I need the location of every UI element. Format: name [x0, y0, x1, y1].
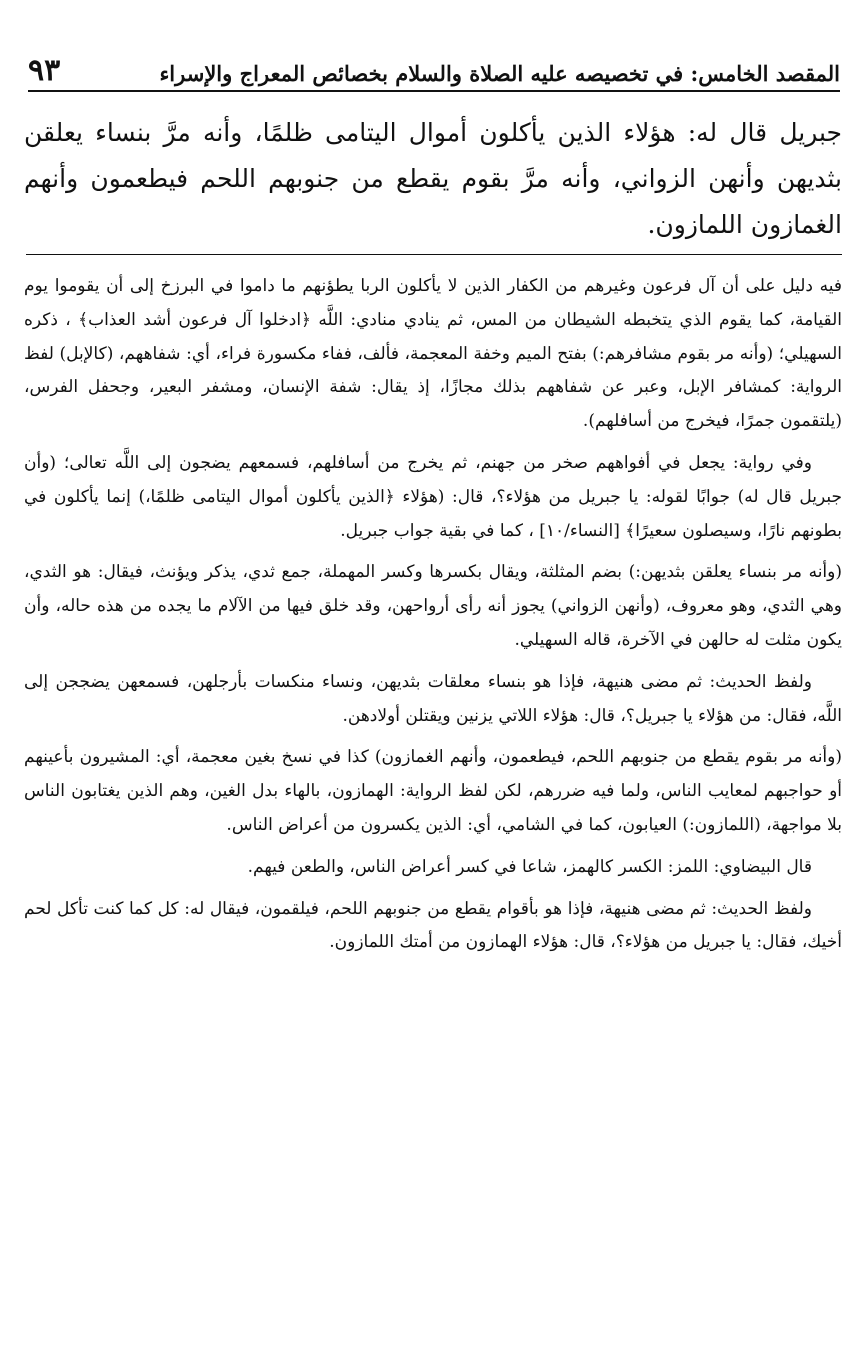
- commentary-paragraph: ولفظ الحديث: ثم مضى هنيهة، فإذا هو بأقوام يقطع من جنوبهم اللحم، فيلقمون، فيقال له: كل كما كنت تأكل لحم أخيك، فقال: يا جبريل من هؤلاء؟، قال: هؤلاء الهمازون من أمتك اللمازون.: [24, 898, 842, 953]
- commentary-paragraph: ولفظ الحديث: ثم مضى هنيهة، فإذا هو بنساء معلقات بثديهن، ونساء منكسات بأرجلهن، فسمعهن يضججن إلى اللَّه، فقال: من هؤلاء يا جبريل؟، قال: هؤلاء اللاتي يزنين ويقتلن أولادهن.: [24, 671, 842, 726]
- text-separator-line: [26, 254, 842, 255]
- page-number: ٩٣: [28, 53, 61, 88]
- main-text: جبريل قال له: هؤلاء الذين يأكلون أموال اليتامى ظلمًا، وأنه مرَّ بنساء يعلقن بثديهن وأنهن الزواني، وأنه مرَّ بقوم يقطع من جنوبهم اللحم فيطعمون وأنهم الغمازون اللمازون.: [24, 118, 842, 239]
- running-header: [28, 44, 840, 92]
- commentary-paragraph: قال البيضاوي: اللمز: الكسر كالهمز، شاعا في كسر أعراض الناس، والطعن فيهم.: [247, 856, 812, 877]
- commentary-paragraph: (وأنه مر بنساء يعلقن بثديهن:) بضم المثلثة، ويقال بكسرها وكسر المهملة، جمع ثدي، يذكر ويؤنث، فيقال: هو الثدي، وهي الثدي، وهو معروف، (وأنهن الزواني) يجوز أنه رأى أرواحهن، وقد خلق فيها من الآلام ما يجده من هذه حاله، وأن يكون مثلت له حالهن في الآخرة، قاله السهيلي.: [24, 562, 842, 650]
- commentary-paragraph: (وأنه مر بقوم يقطع من جنوبهم اللحم، فيطعمون، وأنهم الغمازون) كذا في نسخ بغين معجمة، أي: المشيرون بأعينهم أو حواجبهم لمعايب الناس، ولما فيه ضررهم، لكن لفظ الرواية: الهمازون، بالهاء بدل الغين، وهم الذين يغتابون الناس بلا مواجهة، (اللمازون:) العيابون، كما في الشامي، أي: الذين يكسرون من أعراض الناس.: [24, 747, 842, 835]
- header-title: المقصد الخامس: في تخصيصه عليه الصلاة والسلام بخصائص المعراج والإسراء: [159, 61, 840, 86]
- commentary-paragraph: وفي رواية: يجعل في أفواههم صخر من جهنم، ثم يخرج من أسافلهم، فسمعهم يضجون إلى اللَّه تعالى؛ (وأن جبريل قال له) جوابًا لقوله: يا جبريل من هؤلاء؟، قال: (هؤلاء ﴿الذين يأكلون أموال اليتامى ظلمًا،) إنما يأكلون في بطونهم نارًا، وسيصلون سعيرًا﴾ [النساء/١٠] ، كما في بقية جواب جبريل.: [24, 452, 842, 541]
- commentary-paragraph: فيه دليل على أن آل فرعون وغيرهم من الكفار الذين لا يأكلون الربا يطؤنهم ما داموا في البرزخ إلى أن يقوموا يوم القيامة، كما يقوم الذي يتخبطه الشيطان من المس، ثم ينادي منادي: اللَّه ﴿ادخلوا آل فرعون أشد العذاب﴾ ، ذكره السهيلي؛ (وأنه مر بقوم مشافرهم:) بفتح الميم وخفة المعجمة، فألف، ففاء مكسورة فراء، أي: شفاههم، (كالإبل) لفظ الرواية: كمشافر الإبل، وعبر عن شفاههم بذلك مجازًا، إذ يقال: شفة الإنسان، ومشفر البعير، وجحفل الفرس، (يلتقمون جمرًا، فيخرج من أسافلهم).: [24, 276, 842, 432]
- commentary: [24, 270, 842, 968]
